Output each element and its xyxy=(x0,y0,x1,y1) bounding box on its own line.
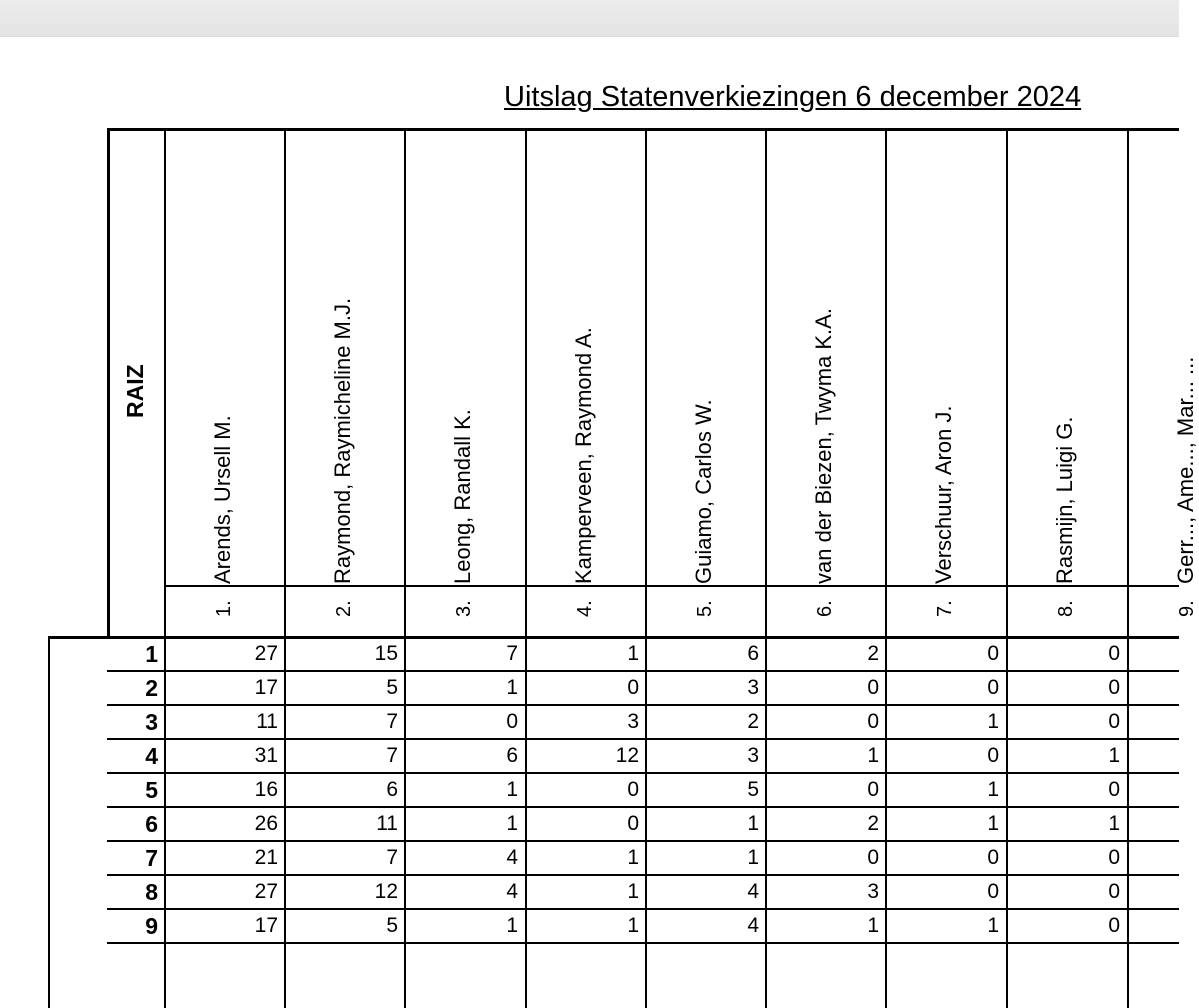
candidate-name: Raymond, Raymicheline M.J. xyxy=(330,297,355,584)
vote-count-cell: 3 xyxy=(747,744,759,767)
candidate-number: 8. xyxy=(1055,600,1077,617)
vote-count-cell: 2 xyxy=(867,812,879,835)
vote-count-cell: 0 xyxy=(627,676,639,699)
vote-count-cell: 17 xyxy=(254,914,278,937)
vote-count-cell: 1 xyxy=(987,778,999,801)
vote-count-cell: 4 xyxy=(506,846,518,869)
column-divider xyxy=(1127,128,1129,1008)
district-number: 2 xyxy=(145,675,158,701)
district-number: 5 xyxy=(145,777,158,803)
candidate-name: Verschuur, Aron J. xyxy=(931,405,956,584)
vote-count-cell: 3 xyxy=(627,710,639,733)
vote-count-cell: 1 xyxy=(1108,744,1120,767)
candidate-name: Leong, Randall K. xyxy=(450,409,475,584)
vote-count-cell: 1 xyxy=(506,914,518,937)
vote-count-cell: 0 xyxy=(1108,710,1120,733)
vote-count-cell: 2 xyxy=(867,642,879,665)
vote-count-cell: 1 xyxy=(867,744,879,767)
district-number: 7 xyxy=(145,845,158,871)
vote-count-cell: 1 xyxy=(1108,812,1120,835)
column-divider xyxy=(284,128,286,1008)
header-bottom-border xyxy=(48,636,1179,639)
column-divider xyxy=(645,128,647,1008)
row-divider xyxy=(107,908,1179,910)
vote-count-cell: 0 xyxy=(1108,676,1120,699)
vote-count-cell: 1 xyxy=(747,846,759,869)
vote-count-cell: 6 xyxy=(386,778,398,801)
candidate-number: 5. xyxy=(694,600,716,617)
vote-count-cell: 0 xyxy=(627,812,639,835)
vote-count-cell: 12 xyxy=(374,880,398,903)
vote-count-cell: 0 xyxy=(987,642,999,665)
vote-count-cell: 0 xyxy=(627,778,639,801)
party-column-right-border xyxy=(164,128,166,1008)
candidate-number: 7. xyxy=(934,600,956,617)
row-divider xyxy=(107,874,1179,876)
vote-count-cell: 0 xyxy=(1108,880,1120,903)
vote-count-cell: 0 xyxy=(506,710,518,733)
vote-count-cell: 1 xyxy=(627,846,639,869)
vote-count-cell: 7 xyxy=(386,744,398,767)
vote-count-cell: 0 xyxy=(1108,778,1120,801)
vote-count-cell: 11 xyxy=(376,812,398,835)
vote-count-cell: 0 xyxy=(1108,914,1120,937)
district-number: 4 xyxy=(145,743,158,769)
vote-count-cell: 1 xyxy=(506,812,518,835)
candidate-number-divider xyxy=(164,585,1179,587)
vote-count-cell: 0 xyxy=(987,880,999,903)
row-divider xyxy=(107,840,1179,842)
vote-count-cell: 7 xyxy=(506,642,518,665)
vote-count-cell: 0 xyxy=(987,846,999,869)
row-divider xyxy=(107,704,1179,706)
row-divider xyxy=(107,942,1179,944)
vote-count-cell: 1 xyxy=(747,812,759,835)
candidate-number: 2. xyxy=(333,600,355,617)
vote-count-cell: 1 xyxy=(627,642,639,665)
candidate-number: 3. xyxy=(453,600,475,617)
candidate-number: 9. xyxy=(1176,600,1198,617)
vote-count-cell: 5 xyxy=(747,778,759,801)
document-title: Uitslag Statenverkiezingen 6 december 2024 xyxy=(504,81,1082,113)
vote-count-cell: 5 xyxy=(386,914,398,937)
vote-count-cell: 7 xyxy=(386,846,398,869)
vote-count-cell: 27 xyxy=(254,880,278,903)
candidate-name: van der Biezen, Twyma K.A. xyxy=(811,308,836,584)
vote-count-cell: 6 xyxy=(747,642,759,665)
district-number: 1 xyxy=(145,641,158,667)
vote-count-cell: 1 xyxy=(506,778,518,801)
vote-count-cell: 3 xyxy=(867,880,879,903)
column-divider xyxy=(765,128,767,1008)
column-divider xyxy=(885,128,887,1008)
candidate-name: Rasmijn, Luigi G. xyxy=(1052,416,1077,584)
vote-count-cell: 1 xyxy=(506,676,518,699)
column-divider xyxy=(1006,128,1008,1008)
vote-count-cell: 3 xyxy=(747,676,759,699)
vote-count-cell: 1 xyxy=(627,914,639,937)
candidate-name: Kamperveen, Raymond A. xyxy=(571,327,596,584)
candidate-name: Guiamo, Carlos W. xyxy=(691,399,716,584)
district-number: 6 xyxy=(145,811,158,837)
vote-count-cell: 12 xyxy=(615,744,639,767)
vote-count-cell: 0 xyxy=(867,710,879,733)
vote-count-cell: 2 xyxy=(747,710,759,733)
district-number: 9 xyxy=(145,913,158,939)
vote-count-cell: 0 xyxy=(987,744,999,767)
vote-count-cell: 27 xyxy=(254,642,278,665)
header-left-border xyxy=(107,128,110,638)
row-divider xyxy=(107,738,1179,740)
candidate-name: Arends, Ursell M. xyxy=(210,415,235,584)
vote-count-cell: 1 xyxy=(987,914,999,937)
window-toolbar xyxy=(0,0,1179,37)
vote-count-cell: 26 xyxy=(254,812,278,835)
vote-count-cell: 4 xyxy=(506,880,518,903)
vote-count-cell: 15 xyxy=(374,642,398,665)
vote-count-cell: 0 xyxy=(987,676,999,699)
vote-count-cell: 4 xyxy=(747,880,759,903)
candidate-number: 4. xyxy=(574,600,596,617)
vote-count-cell: 0 xyxy=(867,676,879,699)
body-left-border xyxy=(48,636,50,1008)
district-number: 8 xyxy=(145,879,158,905)
vote-count-cell: 16 xyxy=(254,778,278,801)
candidate-number: 1. xyxy=(213,600,235,617)
vote-count-cell: 0 xyxy=(1108,642,1120,665)
vote-count-cell: 11 xyxy=(256,710,278,733)
vote-count-cell: 5 xyxy=(386,676,398,699)
row-divider xyxy=(107,670,1179,672)
party-name: RAIZ xyxy=(122,364,148,418)
candidate-number: 6. xyxy=(814,600,836,617)
vote-count-cell: 4 xyxy=(747,914,759,937)
vote-count-cell: 31 xyxy=(254,744,278,767)
row-divider xyxy=(107,806,1179,808)
vote-count-cell: 6 xyxy=(506,744,518,767)
vote-count-cell: 1 xyxy=(987,710,999,733)
vote-count-cell: 21 xyxy=(254,846,278,869)
vote-count-cell: 1 xyxy=(987,812,999,835)
vote-count-cell: 0 xyxy=(867,846,879,869)
vote-count-cell: 1 xyxy=(867,914,879,937)
column-divider xyxy=(404,128,406,1008)
vote-count-cell: 0 xyxy=(867,778,879,801)
header-top-border xyxy=(107,128,1179,131)
vote-count-cell: 0 xyxy=(1108,846,1120,869)
candidate-name: Gerr..., Ame..., Mar... ... xyxy=(1173,356,1198,584)
vote-count-cell: 1 xyxy=(627,880,639,903)
vote-count-cell: 7 xyxy=(386,710,398,733)
row-divider xyxy=(107,772,1179,774)
district-number: 3 xyxy=(145,709,158,735)
column-divider xyxy=(525,128,527,1008)
vote-count-cell: 17 xyxy=(254,676,278,699)
